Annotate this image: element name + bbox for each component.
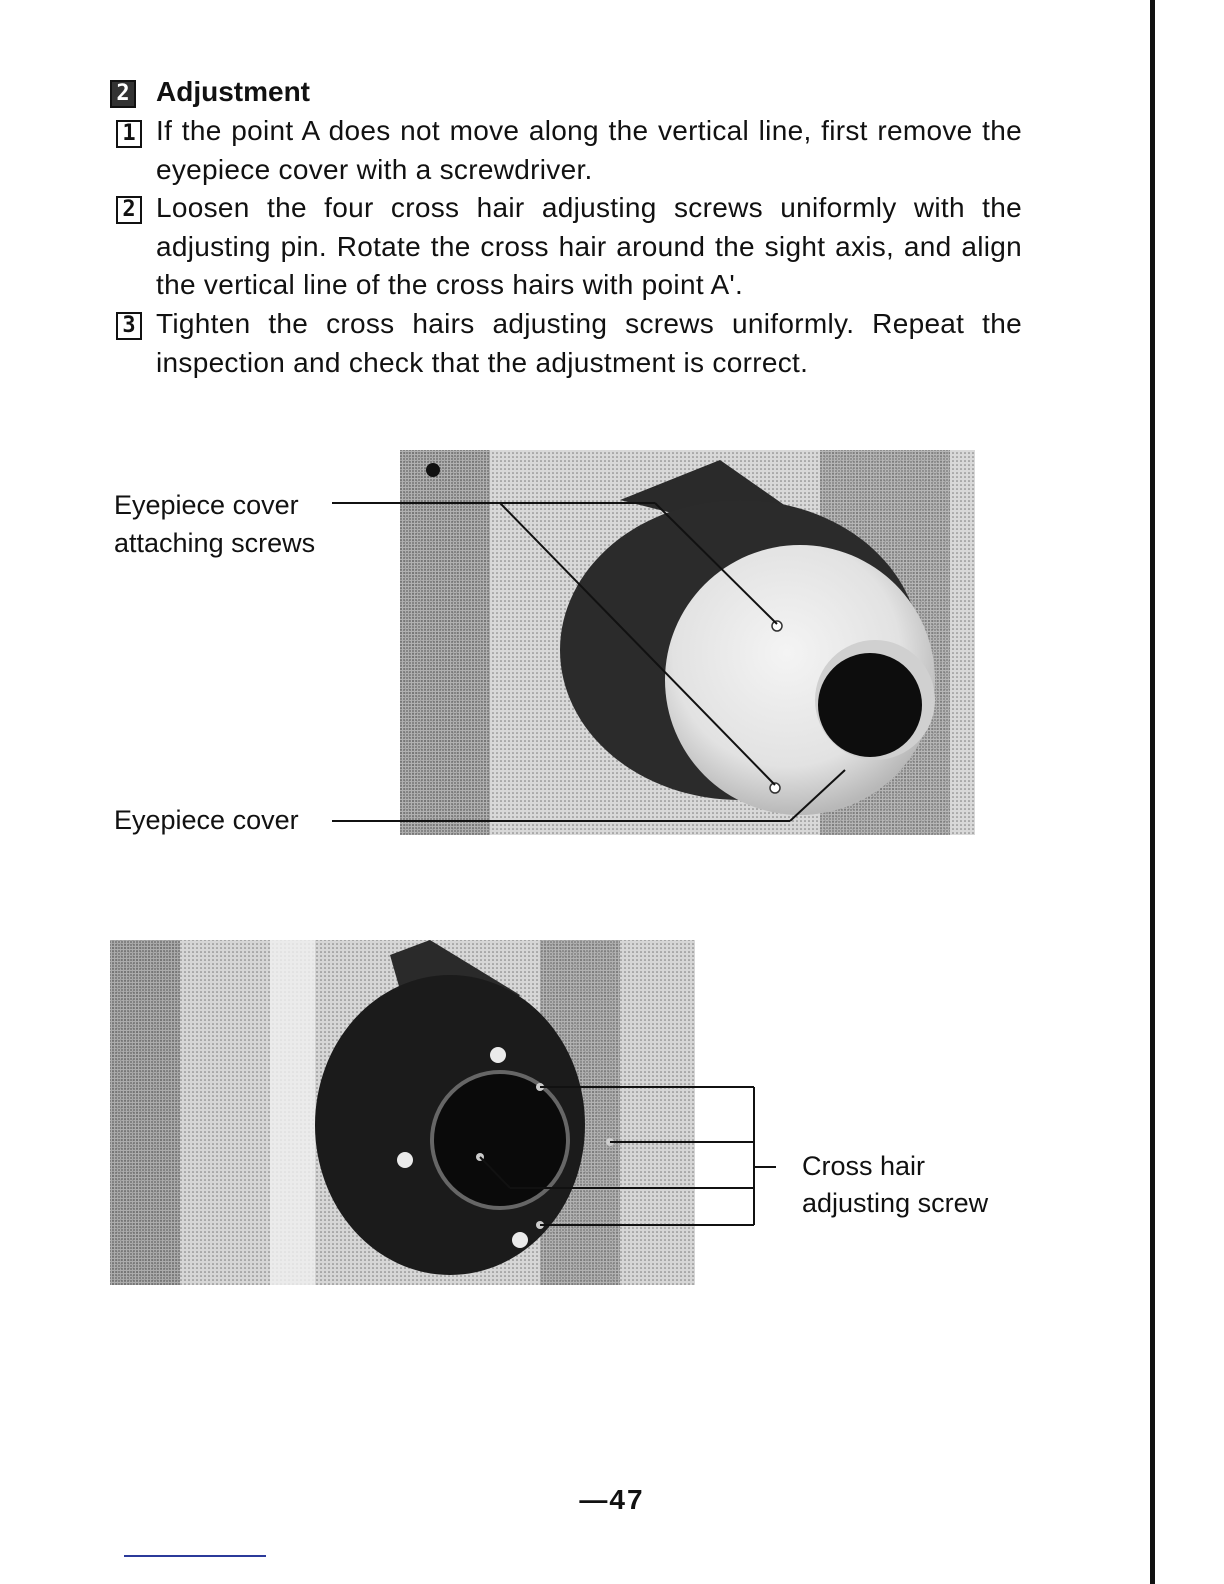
- step-1-badge: 1: [116, 120, 142, 148]
- figure1-label-screws-line1: Eyepiece cover: [114, 490, 299, 520]
- figure1-label-cover: Eyepiece cover: [114, 805, 299, 835]
- step-1-text: If the point A does not move along the vertical line, first remove the eyepiece cover with a screwdriver.: [156, 115, 1022, 185]
- figure2-label-line1: Cross hair: [802, 1151, 926, 1181]
- step-2-text: Loosen the four cross hair adjusting screws uniformly with the adjusting pin. Rotate the cross hair around the sight axis, and align the vertical line of the cross hairs with point A'.: [156, 192, 1022, 300]
- figure2-label-line2: adjusting screw: [802, 1188, 989, 1218]
- page-number: —47: [579, 1484, 645, 1515]
- footer-rule: [124, 1555, 266, 1557]
- page-edge-rule: [1150, 0, 1155, 1584]
- figure1-label-screws-line2: attaching screws: [114, 528, 316, 558]
- step-2-badge: 2: [116, 196, 142, 224]
- cross-hair-screws-photo: [100, 935, 780, 1295]
- section-heading: Adjustment: [156, 76, 310, 107]
- step-3-text: Tighten the cross hairs adjusting screws uniformly. Repeat the inspection and check that the adjustment is correct.: [156, 308, 1022, 378]
- eyepiece-lens: [818, 653, 922, 757]
- eyepiece-cover-photo: [100, 440, 1000, 850]
- section-number-badge: 2: [110, 80, 136, 108]
- cover-screw-icon: [772, 621, 782, 631]
- step-3-badge: 3: [116, 312, 142, 340]
